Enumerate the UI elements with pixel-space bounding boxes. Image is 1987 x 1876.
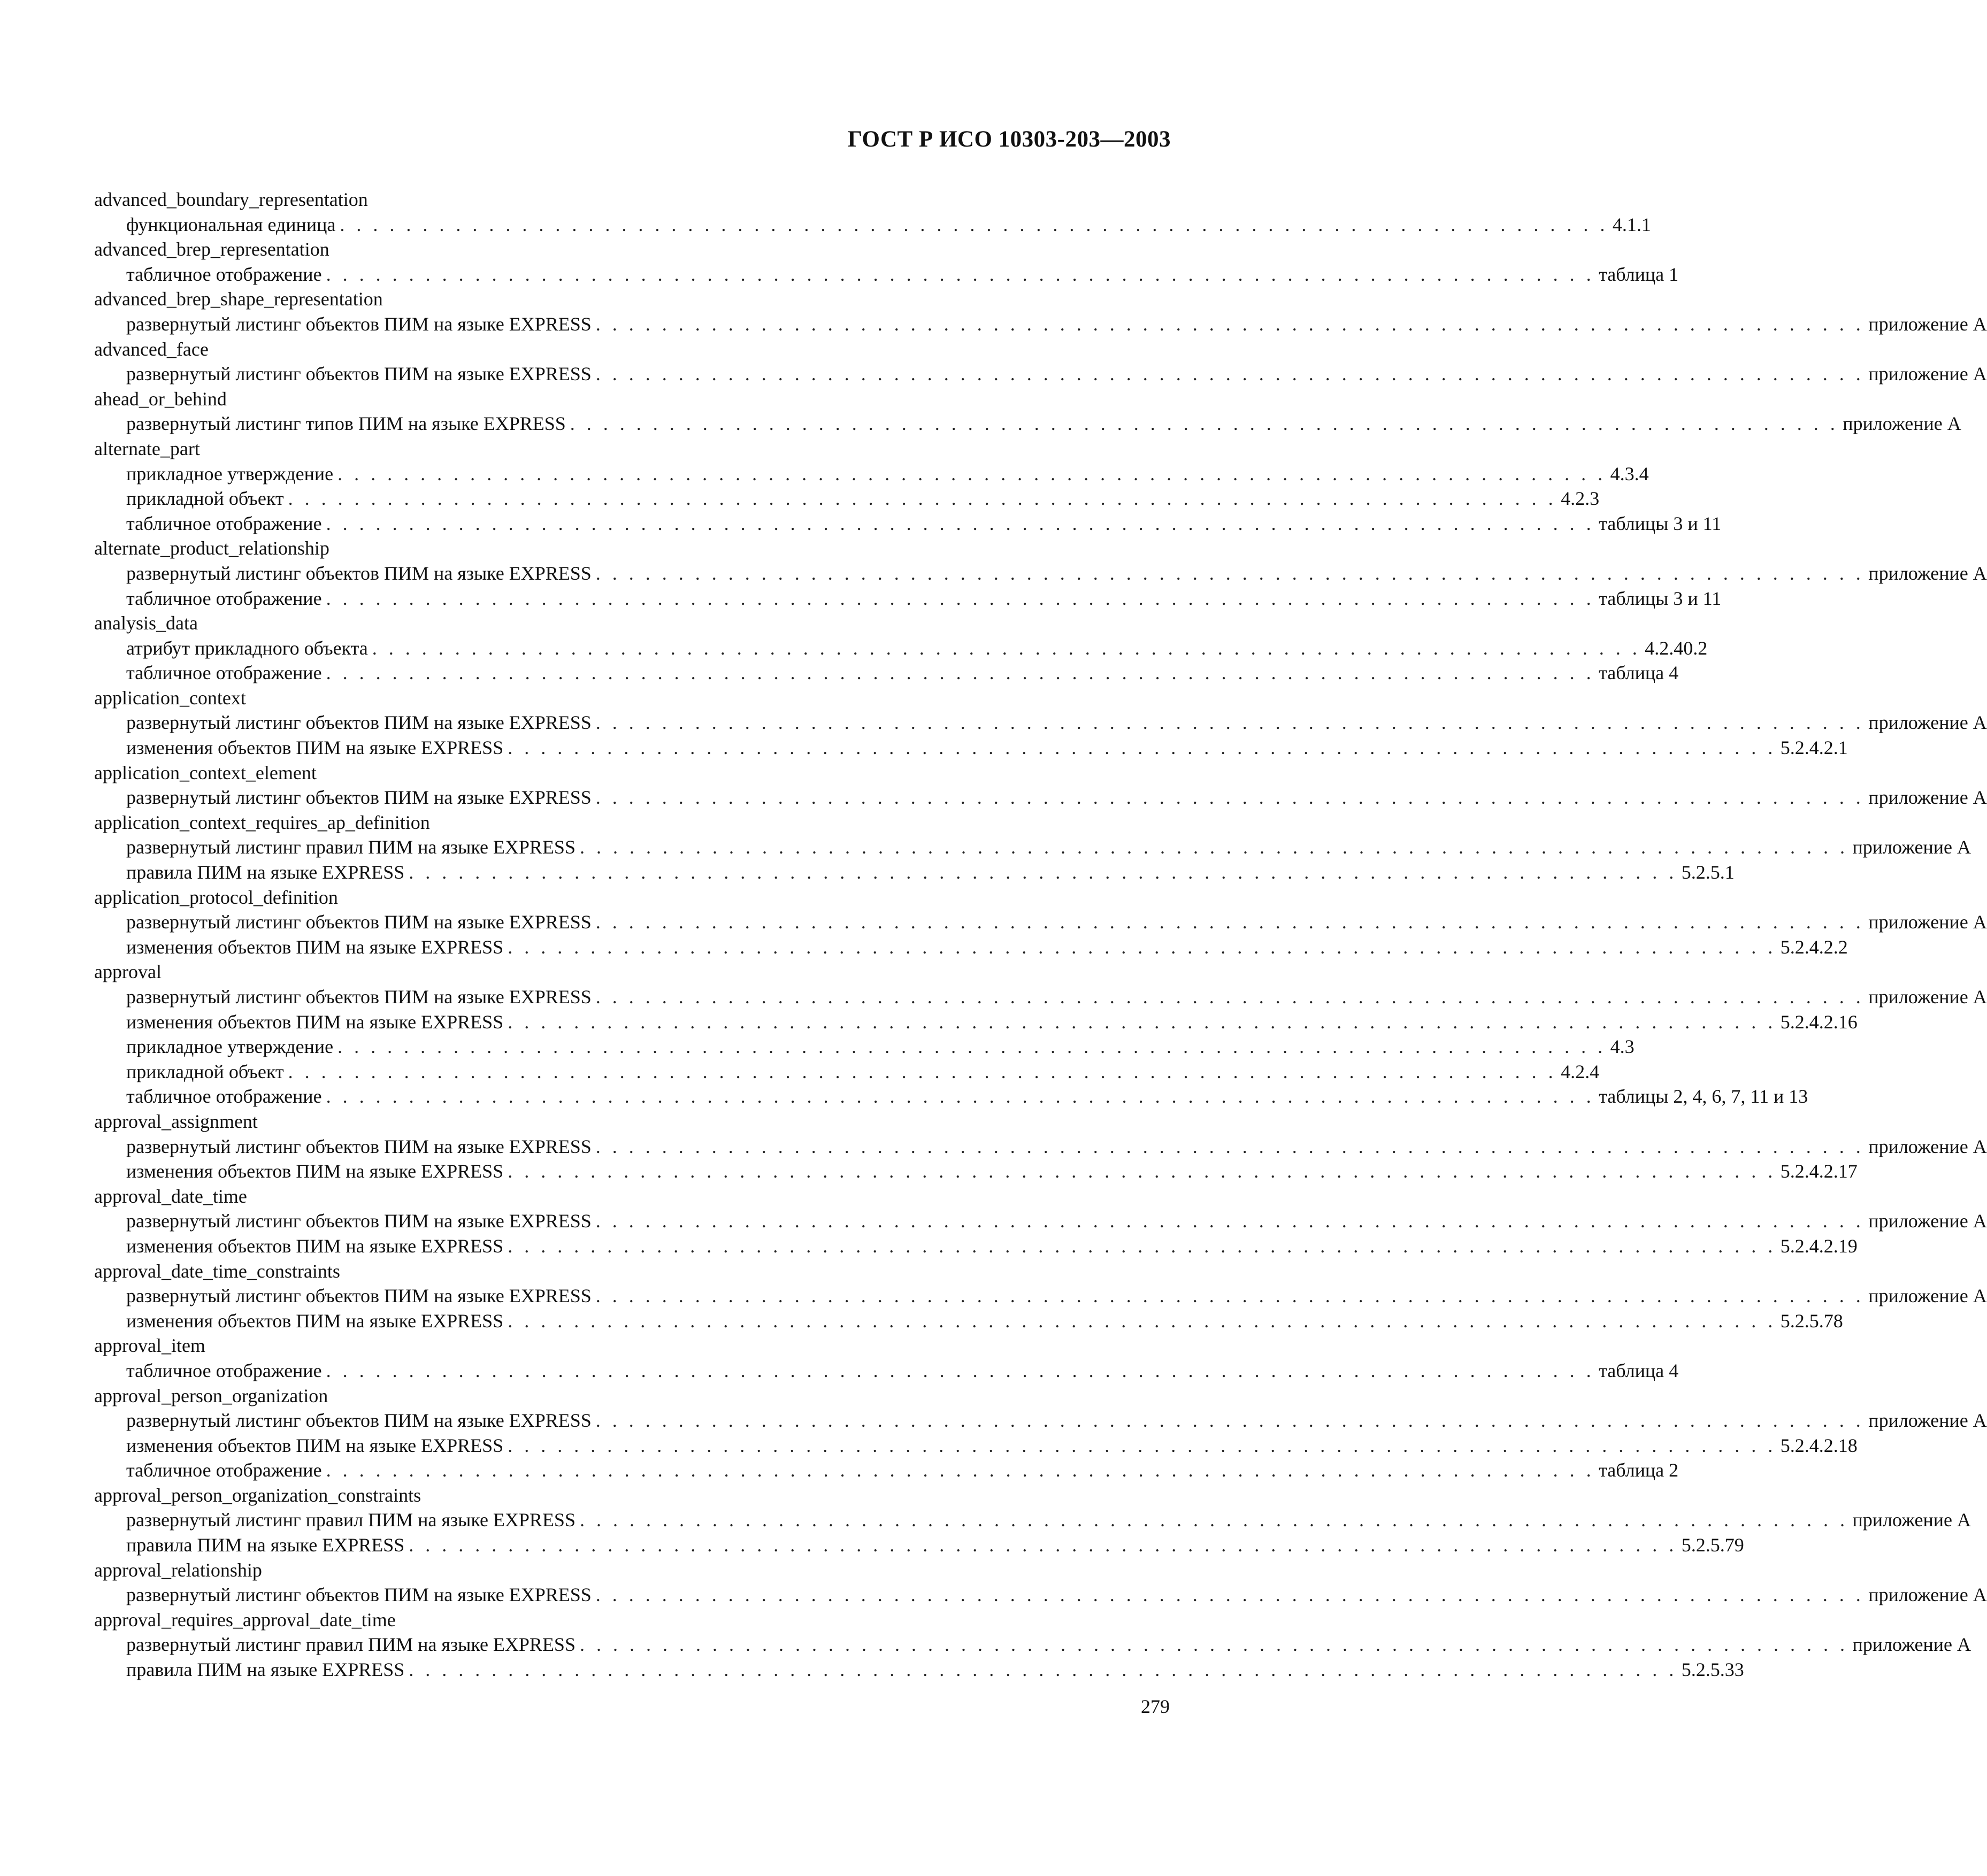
reference-label: табличное отображение bbox=[126, 662, 322, 684]
reference-target: приложение А bbox=[1868, 1135, 1987, 1157]
reference-label: табличное отображение bbox=[126, 512, 322, 534]
dot-leader: . . . . . . . . . . . . . . . . . . . . . . . . . . . . . . . . . . . . . . . . . . . . . . . . . . . . . . . . . . . . . . . . . . . . . . . . . . . . . bbox=[326, 263, 1595, 285]
reference-target: 5.2.5.79 bbox=[1681, 1534, 1744, 1556]
reference-target: 5.2.4.2.17 bbox=[1780, 1160, 1858, 1182]
index-reference-row bbox=[94, 710, 1987, 735]
index-term: application_protocol_definition bbox=[94, 886, 338, 908]
index-term: approval_assignment bbox=[94, 1110, 258, 1132]
reference-target: 4.3 bbox=[1610, 1036, 1635, 1058]
reference-label: прикладной объект bbox=[126, 488, 284, 510]
index-term: alternate_product_relationship bbox=[94, 537, 329, 559]
dot-leader: . . . . . . . . . . . . . . . . . . . . . . . . . . . . . . . . . . . . . . . . . . . . . . . . . . . . . . . . . . . . . . . . . . . . . . . . . . . . . bbox=[595, 1135, 1865, 1157]
dot-leader: . . . . . . . . . . . . . . . . . . . . . . . . . . . . . . . . . . . . . . . . . . . . . . . . . . . . . . . . . . . . . . . . . . . . . . . . . . . . . bbox=[508, 1160, 1776, 1182]
index-reference-row bbox=[94, 1234, 1858, 1259]
dot-leader: . . . . . . . . . . . . . . . . . . . . . . . . . . . . . . . . . . . . . . . . . . . . . . . . . . . . . . . . . . . . . . . . . . . . . . . . . . . . . bbox=[326, 587, 1595, 609]
reference-target: приложение А bbox=[1868, 1410, 1987, 1432]
index-reference-row bbox=[94, 636, 1708, 661]
index-reference-row bbox=[94, 1309, 1843, 1334]
index-term: advanced_brep_shape_representation bbox=[94, 288, 383, 310]
dot-leader: . . . . . . . . . . . . . . . . . . . . . . . . . . . . . . . . . . . . . . . . . . . . . . . . . . . . . . . . . . . . . . . . . . . . . . . . . . . . . bbox=[579, 1509, 1848, 1531]
index-reference-row bbox=[94, 1433, 1858, 1458]
index-term: advanced_brep_representation bbox=[94, 239, 329, 260]
reference-label: прикладной объект bbox=[126, 1060, 284, 1082]
index-reference-row bbox=[94, 1084, 1808, 1109]
index-reference-row bbox=[94, 586, 1722, 611]
dot-leader: . . . . . . . . . . . . . . . . . . . . . . . . . . . . . . . . . . . . . . . . . . . . . . . . . . . . . . . . . . . . . . . . . . . . . . . . . . . . . bbox=[326, 1459, 1595, 1481]
dot-leader: . . . . . . . . . . . . . . . . . . . . . . . . . . . . . . . . . . . . . . . . . . . . . . . . . . . . . . . . . . . . . . . . . . . . . . . . . . . . . bbox=[326, 662, 1595, 684]
index-reference-row bbox=[94, 1134, 1987, 1159]
index-term: approval_relationship bbox=[94, 1559, 262, 1581]
dot-leader: . . . . . . . . . . . . . . . . . . . . . . . . . . . . . . . . . . . . . . . . . . . . . . . . . . . . . . . . . . . . . . . . . . . . . . . . . . . . . bbox=[409, 1534, 1677, 1556]
index-reference-row bbox=[94, 835, 1971, 860]
dot-leader: . . . . . . . . . . . . . . . . . . . . . . . . . . . . . . . . . . . . . . . . . . . . . . . . . . . . . . . . . . . . . . . . . . . . . . . . . . . . . bbox=[595, 1410, 1865, 1432]
index-term: approval_date_time_constraints bbox=[94, 1260, 340, 1282]
reference-label: развернутый листинг правил ПИМ на языке EXPRESS bbox=[126, 1509, 576, 1531]
index-reference-row bbox=[94, 1458, 1679, 1483]
reference-target: приложение А bbox=[1868, 986, 1987, 1008]
reference-label: развернутый листинг объектов ПИМ на языке EXPRESS bbox=[126, 1584, 592, 1606]
dot-leader: . . . . . . . . . . . . . . . . . . . . . . . . . . . . . . . . . . . . . . . . . . . . . . . . . . . . . . . . . . . . . . . . . . . . . . . . . . . . . bbox=[508, 737, 1776, 759]
index-term: approval_item bbox=[94, 1335, 205, 1357]
reference-target: 4.1.1 bbox=[1612, 213, 1651, 235]
reference-label: изменения объектов ПИМ на языке EXPRESS bbox=[126, 1160, 504, 1182]
reference-label: правила ПИМ на языке EXPRESS bbox=[126, 862, 405, 883]
dot-leader: . . . . . . . . . . . . . . . . . . . . . . . . . . . . . . . . . . . . . . . . . . . . . . . . . . . . . . . . . . . . . . . . . . . . . . . . . . . . . bbox=[595, 363, 1865, 385]
dot-leader: . . . . . . . . . . . . . . . . . . . . . . . . . . . . . . . . . . . . . . . . . . . . . . . . . . . . . . . . . . . . . . . . . . . . . . . . . . . . . bbox=[409, 862, 1677, 883]
reference-label: изменения объектов ПИМ на языке EXPRESS bbox=[126, 737, 504, 759]
reference-label: изменения объектов ПИМ на языке EXPRESS bbox=[126, 936, 504, 958]
reference-target: 5.2.5.33 bbox=[1681, 1659, 1744, 1681]
dot-leader: . . . . . . . . . . . . . . . . . . . . . . . . . . . . . . . . . . . . . . . . . . . . . . . . . . . . . . . . . . . . . . . . . . . . . . . . . . . . . bbox=[508, 1310, 1776, 1332]
reference-target: 5.2.4.2.19 bbox=[1780, 1235, 1858, 1257]
index-reference-row bbox=[94, 486, 1600, 511]
dot-leader: . . . . . . . . . . . . . . . . . . . . . . . . . . . . . . . . . . . . . . . . . . . . . . . . . . . . . . . . . . . . . . . . . . . . . . . . . . . . . bbox=[337, 1036, 1606, 1058]
dot-leader: . . . . . . . . . . . . . . . . . . . . . . . . . . . . . . . . . . . . . . . . . . . . . . . . . . . . . . . . . . . . . . . . . . . . . . . . . . . . . bbox=[595, 562, 1865, 584]
index-term: approval_date_time bbox=[94, 1185, 247, 1207]
index-reference-row bbox=[94, 312, 1987, 337]
dot-leader: . . . . . . . . . . . . . . . . . . . . . . . . . . . . . . . . . . . . . . . . . . . . . . . . . . . . . . . . . . . . . . . . . . . . . . . . . . . . . bbox=[595, 986, 1865, 1008]
index-term: application_context_element bbox=[94, 762, 317, 783]
reference-label: развернутый листинг объектов ПИМ на языке EXPRESS bbox=[126, 1285, 592, 1307]
reference-target: приложение А bbox=[1868, 1210, 1987, 1232]
reference-target: таблица 2 bbox=[1599, 1459, 1679, 1481]
reference-target: приложение А bbox=[1868, 313, 1987, 335]
reference-target: приложение А bbox=[1852, 836, 1971, 858]
reference-label: развернутый листинг объектов ПИМ на языке EXPRESS bbox=[126, 986, 592, 1008]
document-header-title: ГОСТ Р ИСО 10303-203—2003 bbox=[847, 127, 1171, 152]
index-term: alternate_part bbox=[94, 437, 200, 459]
reference-target: приложение А bbox=[1843, 413, 1961, 435]
dot-leader: . . . . . . . . . . . . . . . . . . . . . . . . . . . . . . . . . . . . . . . . . . . . . . . . . . . . . . . . . . . . . . . . . . . . . . . . . . . . . bbox=[579, 836, 1848, 858]
dot-leader: . . . . . . . . . . . . . . . . . . . . . . . . . . . . . . . . . . . . . . . . . . . . . . . . . . . . . . . . . . . . . . . . . . . . . . . . . . . . . bbox=[372, 637, 1641, 659]
index-reference-row bbox=[94, 935, 1848, 960]
reference-target: таблица 1 bbox=[1599, 263, 1679, 285]
index-reference-row bbox=[94, 212, 1651, 237]
reference-label: развернутый листинг объектов ПИМ на языке EXPRESS bbox=[126, 562, 592, 584]
dot-leader: . . . . . . . . . . . . . . . . . . . . . . . . . . . . . . . . . . . . . . . . . . . . . . . . . . . . . . . . . . . . . . . . . . . . . . . . . . . . . bbox=[570, 413, 1839, 435]
reference-label: правила ПИМ на языке EXPRESS bbox=[126, 1534, 405, 1556]
reference-label: табличное отображение bbox=[126, 587, 322, 609]
index-reference-row bbox=[94, 411, 1961, 436]
index-term: advanced_face bbox=[94, 338, 209, 360]
dot-leader: . . . . . . . . . . . . . . . . . . . . . . . . . . . . . . . . . . . . . . . . . . . . . . . . . . . . . . . . . . . . . . . . . . . . . . . . . . . . . bbox=[288, 488, 1557, 510]
index-reference-row bbox=[94, 1632, 1971, 1657]
reference-target: 4.3.4 bbox=[1610, 463, 1649, 485]
reference-label: развернутый листинг правил ПИМ на языке EXPRESS bbox=[126, 836, 576, 858]
reference-target: приложение А bbox=[1868, 712, 1987, 734]
reference-label: развернутый листинг объектов ПИМ на языке EXPRESS bbox=[126, 1210, 592, 1232]
index-reference-row bbox=[94, 1508, 1971, 1533]
reference-target: приложение А bbox=[1868, 562, 1987, 584]
dot-leader: . . . . . . . . . . . . . . . . . . . . . . . . . . . . . . . . . . . . . . . . . . . . . . . . . . . . . . . . . . . . . . . . . . . . . . . . . . . . . bbox=[508, 936, 1776, 958]
dot-leader: . . . . . . . . . . . . . . . . . . . . . . . . . . . . . . . . . . . . . . . . . . . . . . . . . . . . . . . . . . . . . . . . . . . . . . . . . . . . . bbox=[288, 1060, 1557, 1082]
index-reference-row bbox=[94, 860, 1735, 885]
index-reference-row bbox=[94, 262, 1679, 287]
index-reference-row bbox=[94, 1408, 1987, 1433]
reference-target: приложение А bbox=[1868, 787, 1987, 809]
index-reference-row bbox=[94, 1209, 1987, 1234]
reference-label: изменения объектов ПИМ на языке EXPRESS bbox=[126, 1011, 504, 1033]
reference-target: 5.2.4.2.2 bbox=[1780, 936, 1848, 958]
reference-label: развернутый листинг объектов ПИМ на языке EXPRESS bbox=[126, 313, 592, 335]
index-term: approval_person_organization_constraints bbox=[94, 1484, 421, 1506]
reference-label: табличное отображение bbox=[126, 263, 322, 285]
index-reference-row bbox=[94, 785, 1987, 810]
index-reference-row bbox=[94, 985, 1987, 1010]
index-reference-row bbox=[94, 1059, 1600, 1085]
reference-label: атрибут прикладного объекта bbox=[126, 637, 368, 659]
index-term: application_context_requires_ap_definition bbox=[94, 811, 430, 833]
reference-label: развернутый листинг объектов ПИМ на языке EXPRESS bbox=[126, 363, 592, 385]
dot-leader: . . . . . . . . . . . . . . . . . . . . . . . . . . . . . . . . . . . . . . . . . . . . . . . . . . . . . . . . . . . . . . . . . . . . . . . . . . . . . bbox=[595, 787, 1865, 809]
index-reference-row bbox=[94, 1034, 1635, 1059]
index-term: approval_requires_approval_date_time bbox=[94, 1609, 396, 1631]
reference-label: прикладное утверждение bbox=[126, 1036, 334, 1058]
reference-label: развернутый листинг объектов ПИМ на языке EXPRESS bbox=[126, 787, 592, 809]
reference-label: изменения объектов ПИМ на языке EXPRESS bbox=[126, 1434, 504, 1456]
dot-leader: . . . . . . . . . . . . . . . . . . . . . . . . . . . . . . . . . . . . . . . . . . . . . . . . . . . . . . . . . . . . . . . . . . . . . . . . . . . . . bbox=[595, 911, 1865, 933]
reference-label: табличное отображение bbox=[126, 1459, 322, 1481]
reference-label: изменения объектов ПИМ на языке EXPRESS bbox=[126, 1310, 504, 1332]
reference-label: развернутый листинг правил ПИМ на языке EXPRESS bbox=[126, 1634, 576, 1656]
dot-leader: . . . . . . . . . . . . . . . . . . . . . . . . . . . . . . . . . . . . . . . . . . . . . . . . . . . . . . . . . . . . . . . . . . . . . . . . . . . . . bbox=[337, 463, 1606, 485]
index-reference-row bbox=[94, 1358, 1679, 1383]
reference-target: 4.2.3 bbox=[1561, 488, 1600, 510]
index-reference-row bbox=[94, 362, 1987, 387]
reference-label: развернутый листинг объектов ПИМ на языке EXPRESS bbox=[126, 712, 592, 734]
reference-target: 5.2.5.78 bbox=[1780, 1310, 1843, 1332]
dot-leader: . . . . . . . . . . . . . . . . . . . . . . . . . . . . . . . . . . . . . . . . . . . . . . . . . . . . . . . . . . . . . . . . . . . . . . . . . . . . . bbox=[595, 1584, 1865, 1606]
reference-target: таблицы 3 и 11 bbox=[1599, 587, 1722, 609]
dot-leader: . . . . . . . . . . . . . . . . . . . . . . . . . . . . . . . . . . . . . . . . . . . . . . . . . . . . . . . . . . . . . . . . . . . . . . . . . . . . . bbox=[595, 712, 1865, 734]
dot-leader: . . . . . . . . . . . . . . . . . . . . . . . . . . . . . . . . . . . . . . . . . . . . . . . . . . . . . . . . . . . . . . . . . . . . . . . . . . . . . bbox=[508, 1434, 1776, 1456]
dot-leader: . . . . . . . . . . . . . . . . . . . . . . . . . . . . . . . . . . . . . . . . . . . . . . . . . . . . . . . . . . . . . . . . . . . . . . . . . . . . . bbox=[595, 1210, 1865, 1232]
dot-leader: . . . . . . . . . . . . . . . . . . . . . . . . . . . . . . . . . . . . . . . . . . . . . . . . . . . . . . . . . . . . . . . . . . . . . . . . . . . . . bbox=[595, 313, 1865, 335]
index-reference-row bbox=[94, 511, 1722, 536]
index-term: approval bbox=[94, 961, 162, 983]
reference-label: развернутый листинг объектов ПИМ на языке EXPRESS bbox=[126, 1135, 592, 1157]
reference-label: изменения объектов ПИМ на языке EXPRESS bbox=[126, 1235, 504, 1257]
dot-leader: . . . . . . . . . . . . . . . . . . . . . . . . . . . . . . . . . . . . . . . . . . . . . . . . . . . . . . . . . . . . . . . . . . . . . . . . . . . . . bbox=[409, 1659, 1677, 1681]
reference-target: 5.2.4.2.1 bbox=[1780, 737, 1848, 759]
reference-target: 5.2.4.2.16 bbox=[1780, 1011, 1858, 1033]
index-reference-row bbox=[94, 910, 1987, 935]
index-term: analysis_data bbox=[94, 612, 198, 634]
reference-target: приложение А bbox=[1852, 1509, 1971, 1531]
reference-label: развернутый листинг объектов ПИМ на языке EXPRESS bbox=[126, 911, 592, 933]
index-reference-row bbox=[94, 1533, 1744, 1558]
reference-label: прикладное утверждение bbox=[126, 463, 334, 485]
reference-target: приложение А bbox=[1868, 911, 1987, 933]
reference-target: приложение А bbox=[1868, 1584, 1987, 1606]
index-reference-row bbox=[94, 660, 1679, 686]
alphabetical-index bbox=[94, 187, 1987, 1682]
reference-label: табличное отображение bbox=[126, 1086, 322, 1108]
index-term: advanced_boundary_representation bbox=[94, 189, 368, 210]
reference-target: 4.2.4 bbox=[1561, 1060, 1600, 1082]
reference-target: таблицы 3 и 11 bbox=[1599, 512, 1722, 534]
dot-leader: . . . . . . . . . . . . . . . . . . . . . . . . . . . . . . . . . . . . . . . . . . . . . . . . . . . . . . . . . . . . . . . . . . . . . . . . . . . . . bbox=[508, 1011, 1776, 1033]
reference-target: приложение А bbox=[1852, 1634, 1971, 1656]
reference-target: таблица 4 bbox=[1599, 662, 1679, 684]
index-term: application_context bbox=[94, 687, 246, 709]
reference-target: 5.2.4.2.18 bbox=[1780, 1434, 1858, 1456]
index-reference-row bbox=[94, 1010, 1858, 1035]
reference-label: развернутый листинг объектов ПИМ на языке EXPRESS bbox=[126, 1410, 592, 1432]
index-reference-row bbox=[94, 561, 1987, 586]
index-reference-row bbox=[94, 1582, 1987, 1608]
dot-leader: . . . . . . . . . . . . . . . . . . . . . . . . . . . . . . . . . . . . . . . . . . . . . . . . . . . . . . . . . . . . . . . . . . . . . . . . . . . . . bbox=[508, 1235, 1776, 1257]
reference-label: правила ПИМ на языке EXPRESS bbox=[126, 1659, 405, 1681]
reference-target: 4.2.40.2 bbox=[1645, 637, 1708, 659]
dot-leader: . . . . . . . . . . . . . . . . . . . . . . . . . . . . . . . . . . . . . . . . . . . . . . . . . . . . . . . . . . . . . . . . . . . . . . . . . . . . . bbox=[340, 213, 1608, 235]
index-term: ahead_or_behind bbox=[94, 388, 227, 410]
index-reference-row bbox=[94, 1657, 1744, 1682]
dot-leader: . . . . . . . . . . . . . . . . . . . . . . . . . . . . . . . . . . . . . . . . . . . . . . . . . . . . . . . . . . . . . . . . . . . . . . . . . . . . . bbox=[595, 1285, 1865, 1307]
index-term: approval_person_organization bbox=[94, 1385, 328, 1406]
dot-leader: . . . . . . . . . . . . . . . . . . . . . . . . . . . . . . . . . . . . . . . . . . . . . . . . . . . . . . . . . . . . . . . . . . . . . . . . . . . . . bbox=[326, 1359, 1595, 1381]
index-reference-row bbox=[94, 462, 1649, 487]
dot-leader: . . . . . . . . . . . . . . . . . . . . . . . . . . . . . . . . . . . . . . . . . . . . . . . . . . . . . . . . . . . . . . . . . . . . . . . . . . . . . bbox=[579, 1634, 1848, 1656]
index-reference-row bbox=[94, 1283, 1987, 1309]
reference-target: таблицы 2, 4, 6, 7, 11 и 13 bbox=[1599, 1086, 1808, 1108]
index-reference-row bbox=[94, 735, 1848, 760]
reference-target: приложение А bbox=[1868, 1285, 1987, 1307]
dot-leader: . . . . . . . . . . . . . . . . . . . . . . . . . . . . . . . . . . . . . . . . . . . . . . . . . . . . . . . . . . . . . . . . . . . . . . . . . . . . . bbox=[326, 1086, 1595, 1108]
page-number: 279 bbox=[1141, 1696, 1170, 1717]
reference-target: 5.2.5.1 bbox=[1681, 862, 1735, 883]
dot-leader: . . . . . . . . . . . . . . . . . . . . . . . . . . . . . . . . . . . . . . . . . . . . . . . . . . . . . . . . . . . . . . . . . . . . . . . . . . . . . bbox=[326, 512, 1595, 534]
reference-label: функциональная единица bbox=[126, 213, 336, 235]
reference-label: развернутый листинг типов ПИМ на языке EXPRESS bbox=[126, 413, 566, 435]
reference-label: табличное отображение bbox=[126, 1359, 322, 1381]
reference-target: таблица 4 bbox=[1599, 1359, 1679, 1381]
reference-target: приложение А bbox=[1868, 363, 1987, 385]
index-reference-row bbox=[94, 1159, 1858, 1184]
